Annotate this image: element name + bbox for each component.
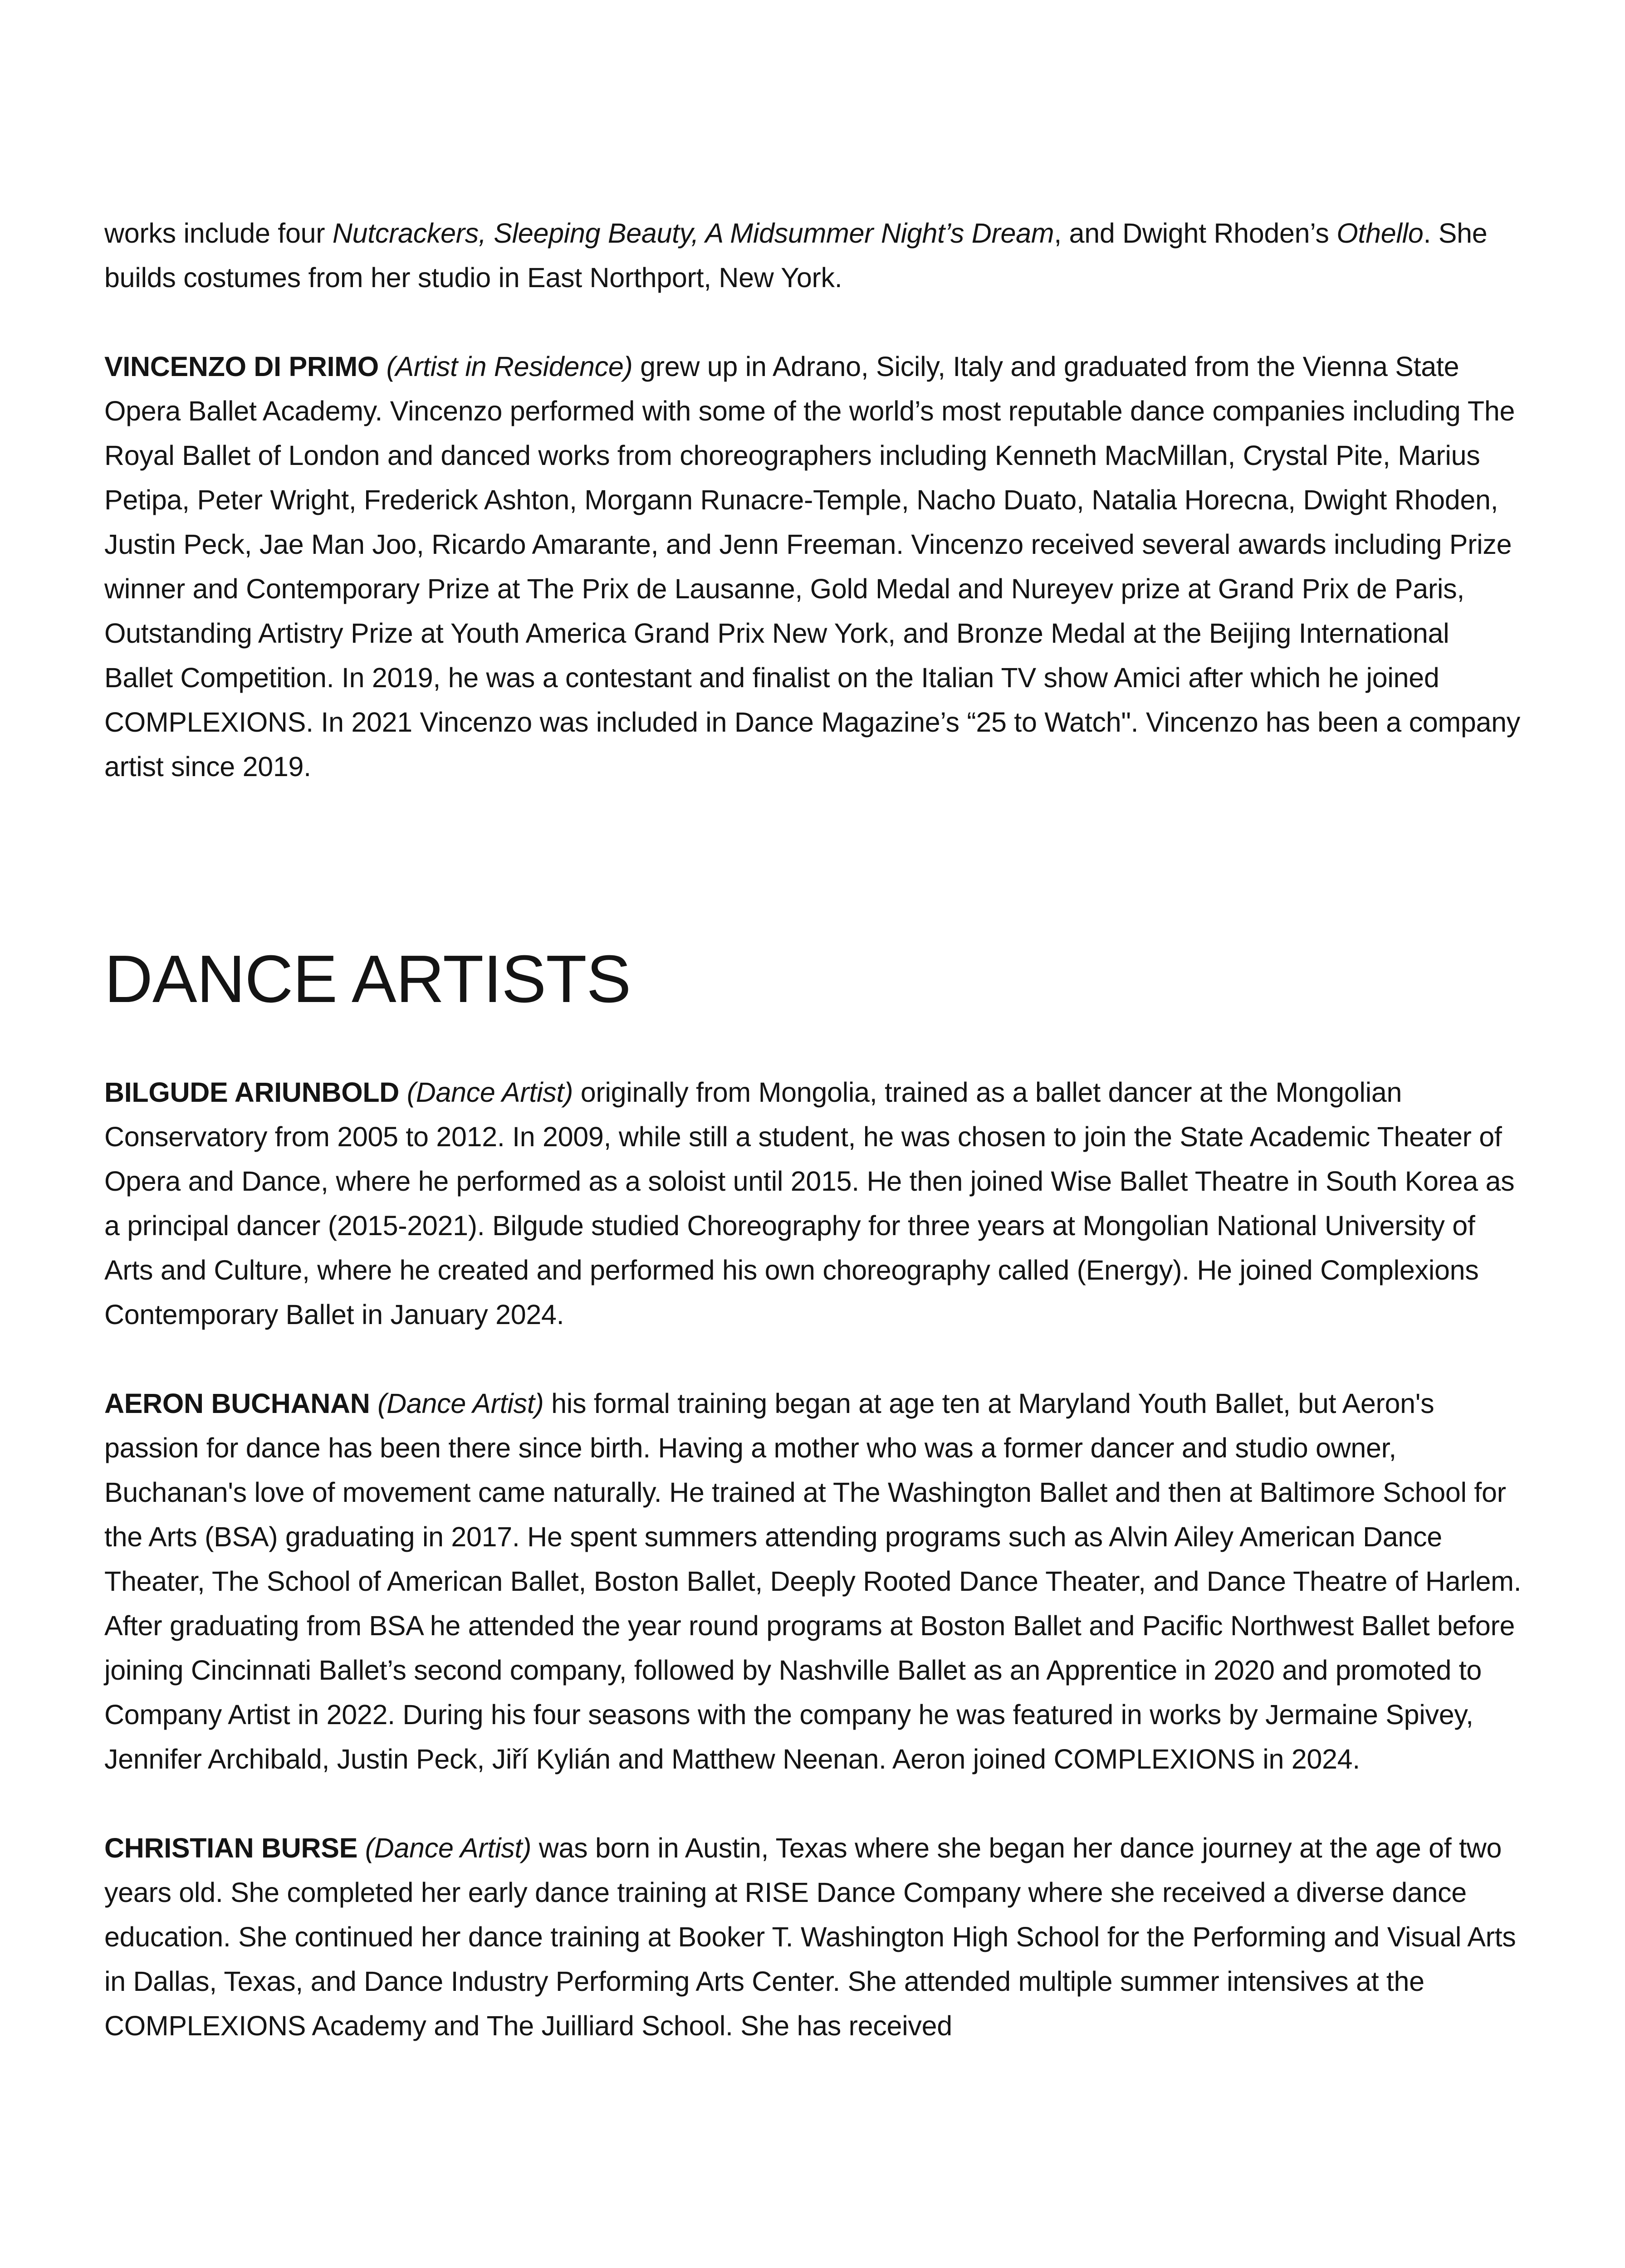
bio-text: was born in Austin, Texas where she began her dance journey at the age of two years old. She completed her early dance training at RISE Dance Company where she received a diverse dance education. She continued her dance training at Booker T. Washington High School for the Performing and Visual Arts in Dallas, Texas, and Dance Industry Performing Arts Center. She attended multiple summer intensives at the COMPLEXIONS Academy and The Juilliard School. She has received <box>104 1833 1516 2041</box>
document-page <box>104 211 1524 2048</box>
paragraph-spacer <box>104 1337 1524 1381</box>
bio-bilgude-ariunbold <box>104 1070 1524 1337</box>
paragraph-spacer <box>104 300 1524 344</box>
section-spacer <box>104 1020 1524 1070</box>
section-spacer <box>104 789 1524 938</box>
othello-title: Othello <box>1336 218 1424 249</box>
bio-vincenzo-di-primo <box>104 344 1524 789</box>
bio-role: (Dance Artist) <box>406 1077 573 1108</box>
bio-aeron-buchanan <box>104 1381 1524 1781</box>
section-title: DANCE ARTISTS <box>104 942 631 1017</box>
bio-text: grew up in Adrano, Sicily, Italy and graduated from the Vienna State Opera Ballet Academy. Vincenzo performed with some of the world’s most reputable dance companies including The Royal Ballet of London and danced works from choreographers including Kenneth MacMillan, Crystal Pite, Marius Petipa, Peter Wright, Frederick Ashton, Morgann Runacre-Temple, Nacho Duato, Natalia Horecna, Dwight Rhoden, Justin Peck, Jae Man Joo, Ricardo Amarante, and Jenn Freeman. Vincenzo received several awards including Prize winner and Contemporary Prize at The Prix de Lausanne, Gold Medal and Nureyev prize at Grand Prix de Paris, Outstanding Artistry Prize at Youth America Grand Prix New York, and Bronze Medal at the Beijing International Ballet Competition. In 2019, he was a contestant and finalist on the Italian TV show Amici after which he joined COMPLEXIONS. In 2021 Vincenzo was included in Dance Magazine’s “25 to Watch". Vincenzo has been a company artist since 2019. <box>104 351 1520 782</box>
bio-text: originally from Mongolia, trained as a ballet dancer at the Mongolian Conservatory from 2005 to 2012. In 2009, while still a student, he was chosen to join the State Academic Theater of Opera and Dance, where he performed as a soloist until 2015. He then joined Wise Ballet Theatre in South Korea as a principal dancer (2015-2021). Bilgude studied Choreography for three years at Mongolian National University of Arts and Culture, where he created and performed his own choreography called (Energy). He joined Complexions Contemporary Ballet in January 2024. <box>104 1077 1515 1330</box>
bio-name: VINCENZO DI PRIMO <box>104 351 379 382</box>
bio-name: BILGUDE ARIUNBOLD <box>104 1077 400 1108</box>
bio-role: (Dance Artist) <box>365 1833 532 1863</box>
ballet-titles: Nutcrackers, Sleeping Beauty, A Midsummer Night’s Dream <box>332 218 1054 249</box>
bio-name: AERON BUCHANAN <box>104 1388 370 1419</box>
bio-role: (Artist in Residence) <box>386 351 633 382</box>
bio-christian-burse <box>104 1826 1524 2048</box>
bio-name: CHRISTIAN BURSE <box>104 1833 358 1863</box>
previous-bio-continuation: works include four Nutcrackers, Sleeping Beauty, A Midsummer Night’s Dream, and Dwight Rhoden’s Othello. She builds costumes from her studio in East Northport, New York. <box>104 218 1488 293</box>
bio-role: (Dance Artist) <box>377 1388 544 1419</box>
paragraph-spacer <box>104 1781 1524 1826</box>
bio-text: his formal training began at age ten at Maryland Youth Ballet, but Aeron's passion for dance has been there since birth. Having a mother who was a former dancer and studio owner, Buchanan's love of movement came naturally. He trained at The Washington Ballet and then at Baltimore School for the Arts (BSA) graduating in 2017. He spent summers attending programs such as Alvin Ailey American Dance Theater, The School of American Ballet, Boston Ballet, Deeply Rooted Dance Theater, and Dance Theatre of Harlem. After graduating from BSA he attended the year round programs at Boston Ballet and Pacific Northwest Ballet before joining Cincinnati Ballet’s second company, followed by Nashville Ballet as an Apprentice in 2020 and promoted to Company Artist in 2022. During his four seasons with the company he was featured in works by Jermaine Spivey, Jennifer Archibald, Justin Peck, Jiří Kylián and Matthew Neenan. Aeron joined COMPLEXIONS in 2024. <box>104 1388 1522 1774</box>
